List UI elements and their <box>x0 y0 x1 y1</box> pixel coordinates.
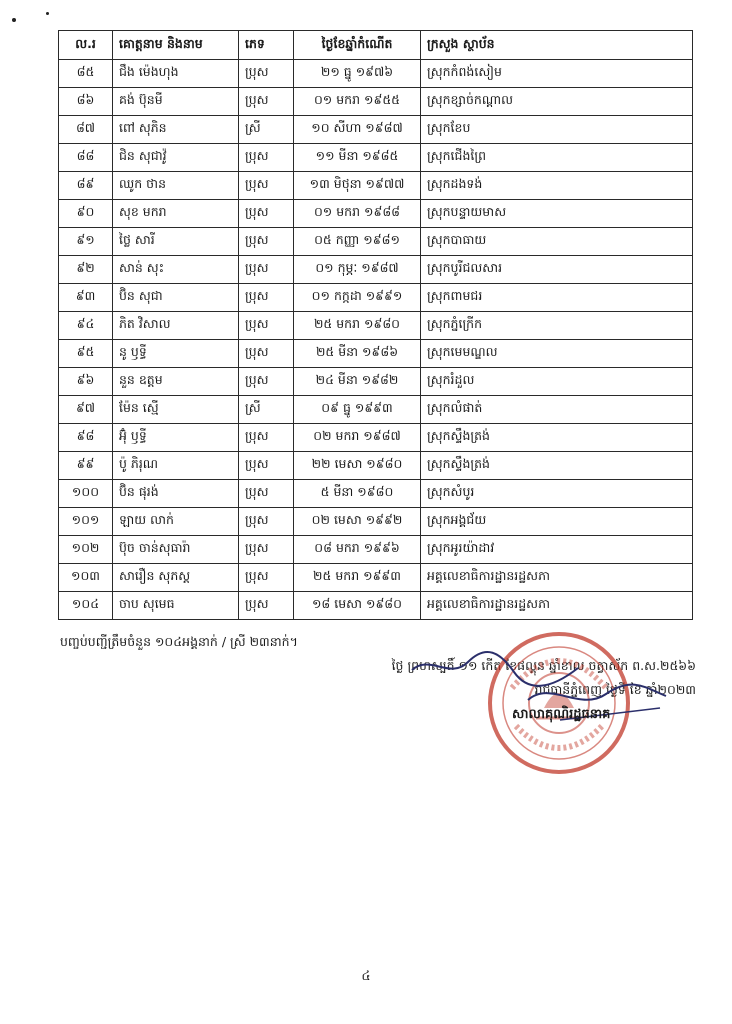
cell-no: ៩៣ <box>59 284 113 312</box>
cell-name: សារឿន សុភស្ត <box>113 564 239 592</box>
cell-dob: ០២ មករា ១៩៨៧ <box>294 424 421 452</box>
scan-speck <box>46 12 49 15</box>
member-table <box>58 30 693 620</box>
cell-dob: ១១ មីនា ១៩៨៥ <box>294 144 421 172</box>
cell-unit: ស្រុកកំពង់សៀម <box>421 60 693 88</box>
cell-sex: ប្រុស <box>239 172 294 200</box>
cell-no: ១០១ <box>59 508 113 536</box>
cell-unit: អគ្គលេខាធិការដ្ឋានរដ្ឋសភា <box>421 564 693 592</box>
cell-no: ៩១ <box>59 228 113 256</box>
table-row <box>59 396 693 424</box>
cell-unit: ស្រុកអង្គជ័យ <box>421 508 693 536</box>
cell-no: ៩៥ <box>59 340 113 368</box>
date-solar: រាជធានីភ្នំពេញ ថ្ងៃទី ខែ ឆ្នាំ២០២៣ <box>534 682 696 697</box>
cell-dob: ០៨ មករា ១៩៩៦ <box>294 536 421 564</box>
cell-dob: ២១ ធ្នូ ១៩៧៦ <box>294 60 421 88</box>
table-row <box>59 536 693 564</box>
cell-dob: ១៨ មេសា ១៩៨០ <box>294 592 421 620</box>
cell-name: នួន ឧត្តម <box>113 368 239 396</box>
cell-dob: ០២ មេសា ១៩៩២ <box>294 508 421 536</box>
table-row <box>59 592 693 620</box>
cell-unit: ស្រុកជើងព្រៃ <box>421 144 693 172</box>
cell-name: ប៉ូ ភិរុណ <box>113 452 239 480</box>
table-row <box>59 312 693 340</box>
cell-name: ឈូក ថាន <box>113 172 239 200</box>
table-row <box>59 284 693 312</box>
cell-unit: ស្រុករំដួល <box>421 368 693 396</box>
cell-sex: ប្រុស <box>239 256 294 284</box>
table-row <box>59 228 693 256</box>
cell-sex: ប្រុស <box>239 508 294 536</box>
cell-dob: ០១ មករា ១៩៨៨ <box>294 200 421 228</box>
cell-no: ៩០ <box>59 200 113 228</box>
summary-note: បញ្ចប់បញ្ជីត្រឹមចំនួន ១០៤អង្គនាក់ / ស្រី ២៣នាក់។ <box>60 634 298 649</box>
cell-name: ប៊ិន ផុរង់ <box>113 480 239 508</box>
cell-unit: អគ្គលេខាធិការដ្ឋានរដ្ឋសភា <box>421 592 693 620</box>
cell-dob: ២៥ មីនា ១៩៨៦ <box>294 340 421 368</box>
cell-name: សាន់ សុះ <box>113 256 239 284</box>
header-sex: ភេទ <box>239 31 294 60</box>
cell-dob: ០១ កក្កដា ១៩៩១ <box>294 284 421 312</box>
cell-no: ១០០ <box>59 480 113 508</box>
table-row <box>59 368 693 396</box>
page-number: ៤ <box>361 969 371 984</box>
cell-no: ៨៩ <box>59 172 113 200</box>
cell-name: ជឹង ម៉េងហុង <box>113 60 239 88</box>
cell-name: ពៅ សុភិន <box>113 116 239 144</box>
cell-name: នូ ឫទ្ធី <box>113 340 239 368</box>
cell-name: ប៊ុច ចាន់សុធារ៉ា <box>113 536 239 564</box>
cell-unit: ស្រុកបន្ទាយមាស <box>421 200 693 228</box>
cell-sex: ប្រុស <box>239 88 294 116</box>
header-unit: ក្រសួង ស្ថាប័ន <box>421 31 693 60</box>
cell-unit: ស្រុកសំបូរ <box>421 480 693 508</box>
cell-dob: ១៣ មិថុនា ១៩៧៧ <box>294 172 421 200</box>
cell-no: ៩៧ <box>59 396 113 424</box>
header-name: គោត្តនាម និងនាម <box>113 31 239 60</box>
cell-name: ម៉ែន ស្មើ <box>113 396 239 424</box>
cell-unit: ស្រុកស្ទឹងត្រង់ <box>421 424 693 452</box>
cell-no: ១០២ <box>59 536 113 564</box>
cell-no: ៨៥ <box>59 60 113 88</box>
cell-dob: ០៥ កញ្ញា ១៩៨១ <box>294 228 421 256</box>
cell-sex: ប្រុស <box>239 452 294 480</box>
header-no: ល.រ <box>59 31 113 60</box>
cell-sex: ប្រុស <box>239 424 294 452</box>
cell-unit: ស្រុកដងទង់ <box>421 172 693 200</box>
cell-sex: ប្រុស <box>239 312 294 340</box>
cell-no: ៩៦ <box>59 368 113 396</box>
cell-unit: ស្រុកភ្នំក្រើក <box>421 312 693 340</box>
cell-dob: ២៤ មីនា ១៩៨២ <box>294 368 421 396</box>
cell-no: ១០៤ <box>59 592 113 620</box>
cell-name: ថ្លៃ សារី <box>113 228 239 256</box>
cell-name: សុខ មករា <box>113 200 239 228</box>
scan-speck <box>12 18 16 22</box>
cell-sex: ស្រី <box>239 396 294 424</box>
cell-sex: ប្រុស <box>239 480 294 508</box>
cell-unit: ស្រុកអូរយ៉ាដាវ <box>421 536 693 564</box>
cell-sex: ប្រុស <box>239 144 294 172</box>
cell-name: ភិត វិសាល <box>113 312 239 340</box>
date-lunar: ថ្ងៃ ព្រហស្បតិ៍ ១១ កើត ខែផល្គុន ឆ្នាំខាល ចត្វាស័ក ព.ស.២៥៦៦ <box>391 658 696 673</box>
cell-unit: ស្រុកបាធាយ <box>421 228 693 256</box>
cell-dob: ០៩ ធ្នូ ១៩៩៣ <box>294 396 421 424</box>
table-row <box>59 256 693 284</box>
table-row <box>59 144 693 172</box>
table-row <box>59 172 693 200</box>
table-row <box>59 200 693 228</box>
cell-unit: ស្រុកស្ទឹងត្រង់ <box>421 452 693 480</box>
table-row <box>59 452 693 480</box>
table-row <box>59 340 693 368</box>
table-row <box>59 564 693 592</box>
cell-name: អ៊ុំ ឫទ្ធី <box>113 424 239 452</box>
cell-sex: ប្រុស <box>239 592 294 620</box>
cell-dob: ១០ សីហា ១៩៨៧ <box>294 116 421 144</box>
cell-name: ប៊ិន សុជា <box>113 284 239 312</box>
cell-unit: ស្រុកលំផាត់ <box>421 396 693 424</box>
cell-name: ចាប សុមេធ <box>113 592 239 620</box>
signer-title: សាលាគុណិរដ្ឋធនាគ <box>512 707 611 722</box>
cell-unit: ស្រុកខ្សាច់កណ្ដាល <box>421 88 693 116</box>
cell-no: ៨៨ <box>59 144 113 172</box>
cell-sex: ប្រុស <box>239 536 294 564</box>
table-header-row <box>59 31 693 60</box>
cell-sex: ប្រុស <box>239 340 294 368</box>
cell-sex: ប្រុស <box>239 368 294 396</box>
cell-sex: ប្រុស <box>239 200 294 228</box>
table-row <box>59 508 693 536</box>
cell-dob: ២២ មេសា ១៩៨០ <box>294 452 421 480</box>
cell-sex: ប្រុស <box>239 60 294 88</box>
cell-no: ៩២ <box>59 256 113 284</box>
cell-no: ៩៨ <box>59 424 113 452</box>
cell-unit: ស្រុកមេមណ្ឌល <box>421 340 693 368</box>
cell-sex: ប្រុស <box>239 564 294 592</box>
cell-no: ៩៩ <box>59 452 113 480</box>
cell-dob: ០១ កុម្ភៈ ១៩៨៧ <box>294 256 421 284</box>
table-row <box>59 60 693 88</box>
cell-name: គង់ ប៊ុនមី <box>113 88 239 116</box>
cell-no: ៩៤ <box>59 312 113 340</box>
cell-unit: ស្រុកបូរីជលសារ <box>421 256 693 284</box>
cell-sex: ប្រុស <box>239 284 294 312</box>
cell-name: ឡាយ លាក់ <box>113 508 239 536</box>
cell-dob: ២៥ មករា ១៩៩៣ <box>294 564 421 592</box>
cell-sex: ប្រុស <box>239 228 294 256</box>
cell-no: ១០៣ <box>59 564 113 592</box>
cell-dob: ០១ មករា ១៩៥៥ <box>294 88 421 116</box>
cell-unit: ស្រុកខែប <box>421 116 693 144</box>
cell-unit: ស្រុកពាមជរ <box>421 284 693 312</box>
header-dob: ថ្ងៃខែឆ្នាំកំណើត <box>294 31 421 60</box>
table-row <box>59 424 693 452</box>
cell-dob: ៥ មីនា ១៩៨០ <box>294 480 421 508</box>
cell-no: ៨៧ <box>59 116 113 144</box>
cell-no: ៨៦ <box>59 88 113 116</box>
table-row <box>59 116 693 144</box>
cell-name: ជិន សុជាវ៉ូ <box>113 144 239 172</box>
cell-dob: ២៥ មករា ១៩៨០ <box>294 312 421 340</box>
table-row <box>59 88 693 116</box>
table-row <box>59 480 693 508</box>
cell-sex: ស្រី <box>239 116 294 144</box>
